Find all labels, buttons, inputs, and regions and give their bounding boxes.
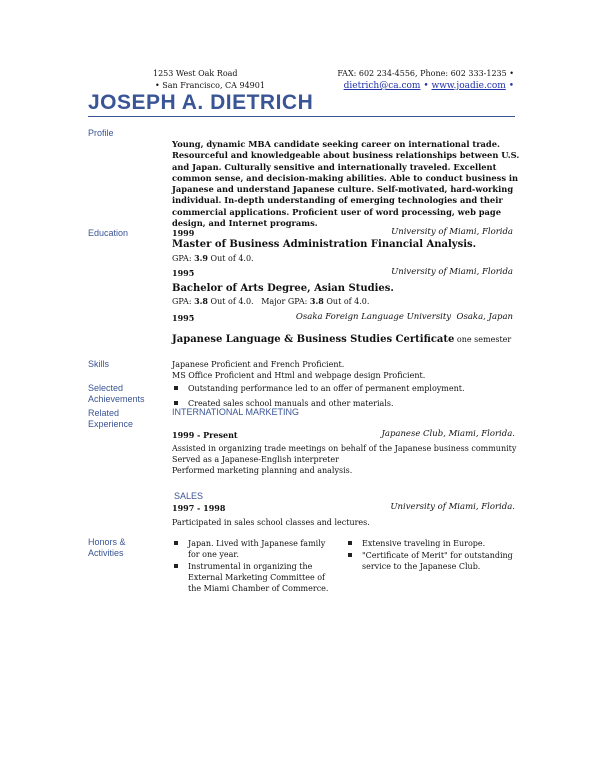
edu2-place: University of Miami, Florida [391, 267, 513, 277]
heading-line: Achievements [88, 394, 145, 404]
section-experience [88, 408, 133, 430]
job2-date: 1997 - 1998 [172, 503, 226, 513]
edu1-year: 1999 [172, 228, 195, 238]
duty-line: Assisted in organizing trade meetings on behalf of the Japanese business community [172, 444, 517, 453]
phone-fax: FAX: 602 234-4556, Phone: 602 333-1235 • [337, 69, 514, 78]
edu1-degree: Master of Business Administration Financial Analysis. [172, 239, 477, 250]
list-item: Created sales school manuals and other materials. [172, 398, 502, 409]
edu2-year: 1995 [172, 268, 195, 278]
edu2-gpa [172, 296, 369, 306]
gpa-suffix: Out of 4.0. Major GPA: [207, 297, 310, 306]
edu1-gpa [172, 253, 254, 263]
edu3-degree-note: one semester [454, 335, 512, 344]
address-line-1: 1253 West Oak Road [153, 69, 238, 78]
list-item: "Certificate of Merit" for outstanding service to the Japanese Club. [346, 550, 516, 572]
subhead-sales: SALES [174, 491, 204, 501]
list-item: Instrumental in organizing the External Marketing Committee of the Miami Chamber of Commerce. [172, 561, 337, 594]
major-gpa-value: 3.8 [309, 296, 324, 306]
achievements-list [172, 383, 502, 409]
section-achievements [88, 383, 145, 405]
skill-line: MS Office Proficient and Html and webpage design Proficient. [172, 371, 426, 380]
address-line-2: • San Francisco, CA 94901 [155, 81, 265, 90]
separator-tail: • [505, 81, 514, 91]
honors-list-left [172, 538, 337, 594]
job1-duties [172, 443, 516, 476]
gpa-value: 3.8 [194, 296, 208, 306]
job2-duty: Participated in sales school classes and lectures. [172, 518, 370, 527]
heading-line: Related [88, 408, 120, 418]
job2-place: University of Miami, Florida. [390, 502, 515, 512]
address [153, 68, 265, 92]
email-link[interactable]: dietrich@ca.com [343, 81, 421, 91]
heading-line: Selected [88, 383, 124, 393]
section-honors [88, 537, 126, 559]
person-name: JOSEPH A. DIETRICH [88, 91, 314, 114]
profile-text: Young, dynamic MBA candidate seeking career on international trade. Resourceful and knowledgeable about business relationships between U.S. and Japan. Culturally sensitive and internationally traveled. Excellent common sense, and decision-making abilities. Able to conduct business in Japanese and understand Japanese culture. Self-motivated, hard-working individual. In-depth understanding of emerging technologies and their commercial applications. Proficient user of word processing, web page design, and Internet programs. [172, 139, 520, 229]
edu1-place: University of Miami, Florida [391, 227, 513, 237]
gpa-label: GPA: [172, 297, 195, 306]
list-item: Japan. Lived with Japanese family for one year. [172, 538, 337, 560]
contact-info [254, 68, 514, 92]
job1-date: 1999 - Present [172, 430, 238, 440]
edu2-degree: Bachelor of Arts Degree, Asian Studies. [172, 283, 394, 294]
list-item: Extensive traveling in Europe. [346, 538, 516, 549]
honors-list-right [346, 538, 516, 572]
section-education: Education [88, 228, 129, 238]
edu3-degree: Japanese Language & Business Studies Certificate [172, 334, 455, 345]
edu3-degree-line [172, 327, 511, 346]
website-link[interactable]: www.joadie.com [431, 81, 506, 91]
heading-line: Experience [88, 419, 134, 429]
duty-line: Served as a Japanese-English interpreter [172, 455, 339, 464]
header-divider [88, 116, 515, 117]
section-skills: Skills [88, 359, 110, 369]
heading-line: Activities [88, 548, 124, 558]
skills-list [172, 359, 425, 381]
duty-line: Performed marketing planning and analysis. [172, 466, 353, 475]
gpa-suffix: Out of 4.0. [207, 254, 254, 263]
section-profile: Profile [88, 128, 114, 138]
separator: • [420, 81, 432, 91]
subhead-international-marketing: INTERNATIONAL MARKETING [172, 407, 300, 417]
job1-place: Japanese Club, Miami, Florida. [381, 429, 515, 439]
edu3-place: Osaka Foreign Language University Osaka, Japan [295, 312, 513, 322]
heading-line: Honors & [88, 537, 126, 547]
edu3-year: 1995 [172, 313, 195, 323]
gpa-label: GPA: [172, 254, 195, 263]
skill-line: Japanese Proficient and French Proficient. [172, 360, 345, 369]
gpa-value: 3.9 [194, 253, 208, 263]
list-item: Outstanding performance led to an offer of permanent employment. [172, 383, 502, 394]
major-gpa-suffix: Out of 4.0. [323, 297, 370, 306]
